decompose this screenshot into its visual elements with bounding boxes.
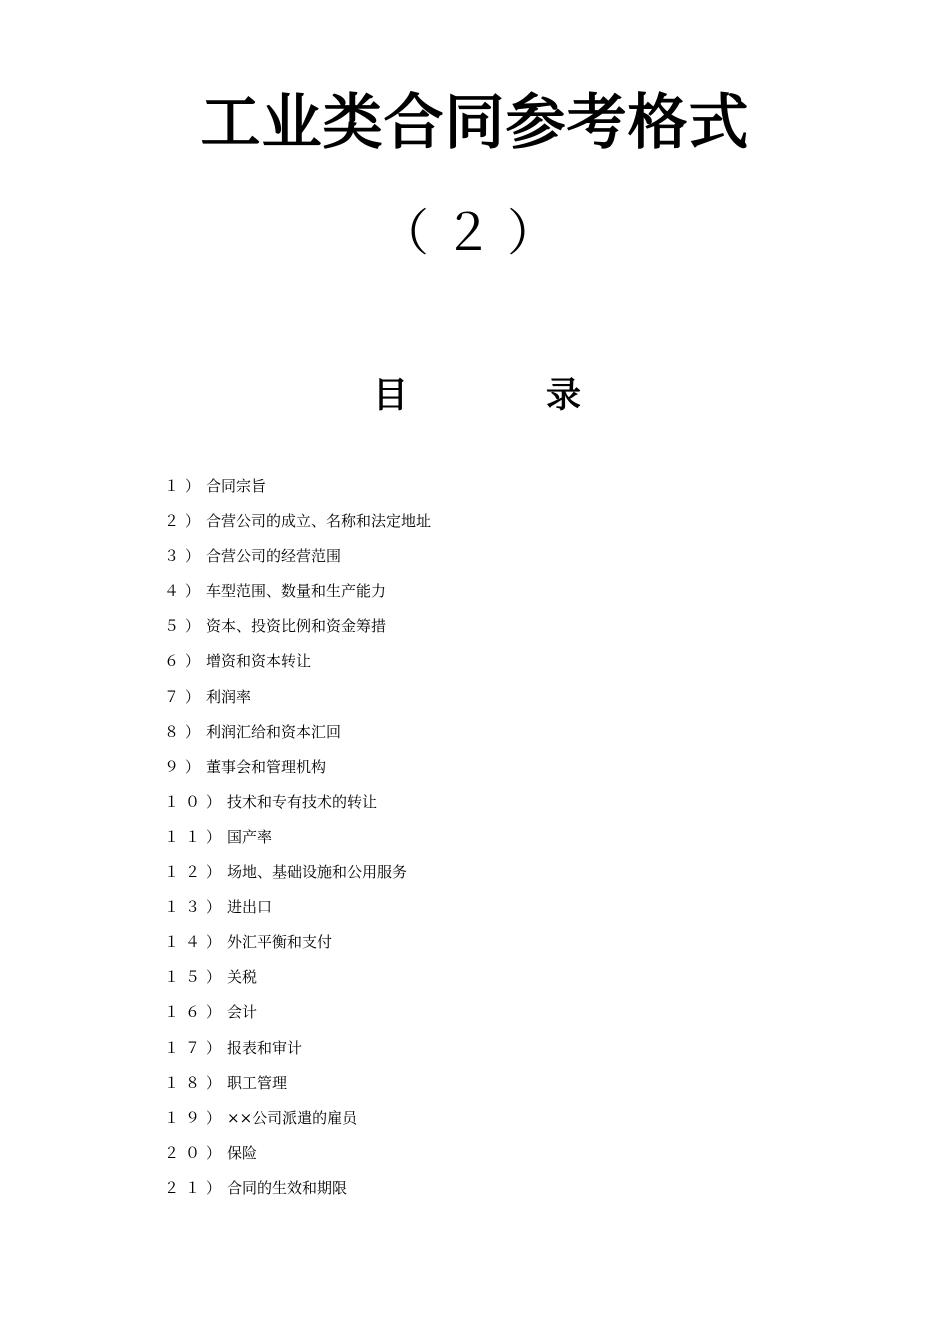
toc-item-text: 资本、投资比例和资金筹措 <box>206 617 387 636</box>
toc-item <box>164 929 431 964</box>
toc-item-text: 保险 <box>227 1143 258 1162</box>
toc-item-number: ７） <box>164 687 207 706</box>
toc-item-text: 合营公司的成立、名称和法定地址 <box>206 512 432 531</box>
toc-item-number: １３） <box>164 898 228 917</box>
toc-item-number: １４） <box>164 933 228 952</box>
toc-item-number: １５） <box>164 968 228 987</box>
toc-item <box>164 754 431 789</box>
toc-item-number: ９） <box>164 757 207 776</box>
toc-item <box>164 719 431 754</box>
table-of-contents <box>164 473 431 1210</box>
toc-item <box>164 964 431 999</box>
toc-item-number: １２） <box>164 863 228 882</box>
toc-item-text: 车型范围、数量和生产能力 <box>206 582 387 601</box>
toc-item-number: １６） <box>164 1003 228 1022</box>
toc-item-text: 利润汇给和资本汇回 <box>206 722 342 741</box>
toc-item-text: 利润率 <box>206 687 252 706</box>
toc-item-number: ５） <box>164 617 207 636</box>
document-title: 工业类合同参考格式 <box>200 88 750 158</box>
toc-item <box>164 473 431 508</box>
toc-item-number: １９） <box>164 1108 228 1127</box>
toc-item-text: ××公司派遣的雇员 <box>227 1108 358 1127</box>
toc-item-number: ２） <box>164 512 207 531</box>
toc-item-number: ３） <box>164 547 207 566</box>
toc-item-text: 进出口 <box>227 898 273 917</box>
toc-item <box>164 859 431 894</box>
toc-item-text: 会计 <box>227 1003 258 1022</box>
toc-item-text: 报表和审计 <box>227 1038 303 1057</box>
toc-item-text: 合营公司的经营范围 <box>206 547 342 566</box>
toc-item <box>164 543 431 578</box>
toc-item-number: １７） <box>164 1038 228 1057</box>
toc-item <box>164 1175 431 1210</box>
toc-item-number: １１） <box>164 827 228 846</box>
toc-item <box>164 894 431 929</box>
toc-item <box>164 824 431 859</box>
toc-item <box>164 684 431 719</box>
toc-item-number: １８） <box>164 1073 228 1092</box>
toc-item <box>164 1140 431 1175</box>
toc-item-number: １） <box>164 477 207 495</box>
toc-item <box>164 789 431 824</box>
toc-heading-left-char: 目 <box>373 376 409 416</box>
toc-item <box>164 1105 431 1140</box>
toc-item <box>164 648 431 683</box>
toc-item <box>164 578 431 613</box>
toc-item-text: 增资和资本转让 <box>206 652 312 671</box>
toc-item-text: 合同宗旨 <box>206 477 267 495</box>
toc-item-text: 董事会和管理机构 <box>206 757 327 776</box>
toc-item-number: ２１） <box>164 1178 228 1197</box>
toc-item <box>164 1070 431 1105</box>
document-subtitle: （２） <box>379 204 571 262</box>
toc-item-number: ８） <box>164 722 207 741</box>
toc-item-text: 场地、基础设施和公用服务 <box>227 863 408 882</box>
toc-item <box>164 613 431 648</box>
toc-item-text: 关税 <box>227 968 258 987</box>
toc-item-text: 职工管理 <box>227 1073 288 1092</box>
toc-item-text: 国产率 <box>227 827 273 846</box>
toc-item <box>164 1035 431 1070</box>
toc-item-number: ６） <box>164 652 207 671</box>
toc-heading-right-char: 录 <box>546 376 582 416</box>
toc-item-number: １０） <box>164 792 228 811</box>
toc-item-number: ４） <box>164 582 207 601</box>
toc-heading <box>0 374 950 418</box>
toc-item-text: 技术和专有技术的转让 <box>227 792 378 811</box>
toc-item-number: ２０） <box>164 1143 228 1162</box>
toc-item-text: 外汇平衡和支付 <box>227 933 333 952</box>
toc-item <box>164 999 431 1034</box>
toc-item <box>164 508 431 543</box>
toc-item-text: 合同的生效和期限 <box>227 1178 348 1197</box>
